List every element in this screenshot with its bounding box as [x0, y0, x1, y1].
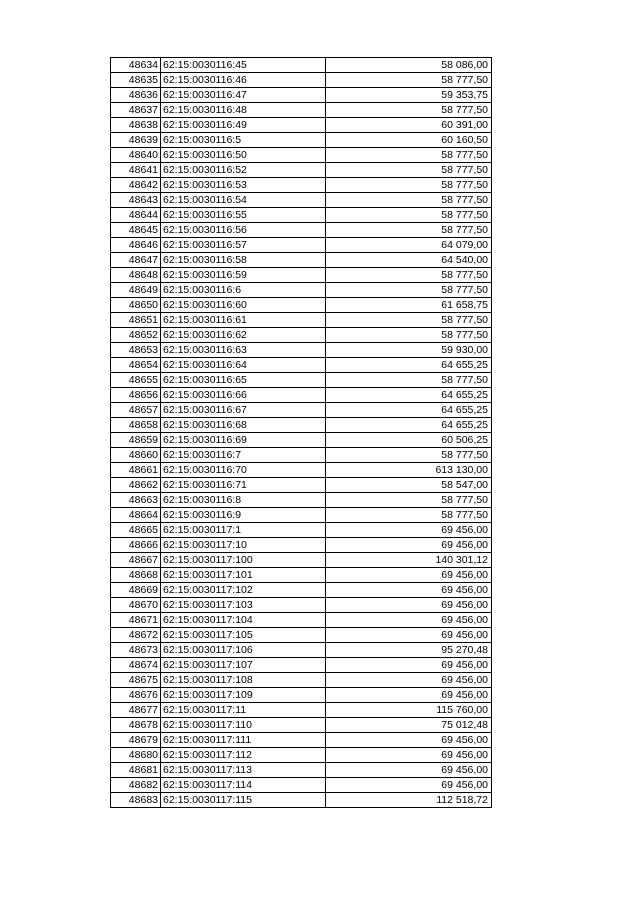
table-row [111, 223, 492, 238]
cadastral-number-cell: 62:15:0030116:67 [161, 403, 326, 418]
value-cell: 69 456,00 [326, 583, 492, 598]
value-cell: 69 456,00 [326, 598, 492, 613]
table-row [111, 118, 492, 133]
row-id-cell: 48638 [111, 118, 161, 133]
row-id-cell: 48643 [111, 193, 161, 208]
row-id-cell: 48671 [111, 613, 161, 628]
value-cell: 58 777,50 [326, 283, 492, 298]
table-row [111, 628, 492, 643]
value-cell: 60 160,50 [326, 133, 492, 148]
row-id-cell: 48681 [111, 763, 161, 778]
cadastral-number-cell: 62:15:0030116:69 [161, 433, 326, 448]
row-id-cell: 48664 [111, 508, 161, 523]
row-id-cell: 48635 [111, 73, 161, 88]
table-row [111, 403, 492, 418]
row-id-cell: 48666 [111, 538, 161, 553]
cadastral-number-cell: 62:15:0030117:106 [161, 643, 326, 658]
row-id-cell: 48679 [111, 733, 161, 748]
row-id-cell: 48652 [111, 328, 161, 343]
cadastral-number-cell: 62:15:0030117:11 [161, 703, 326, 718]
cadastral-number-cell: 62:15:0030116:62 [161, 328, 326, 343]
table-row [111, 343, 492, 358]
cadastral-number-cell: 62:15:0030116:56 [161, 223, 326, 238]
table-row [111, 283, 492, 298]
cadastral-number-cell: 62:15:0030117:1 [161, 523, 326, 538]
value-cell: 58 777,50 [326, 223, 492, 238]
row-id-cell: 48648 [111, 268, 161, 283]
row-id-cell: 48680 [111, 748, 161, 763]
value-cell: 64 655,25 [326, 388, 492, 403]
table-row [111, 448, 492, 463]
row-id-cell: 48675 [111, 673, 161, 688]
table-row [111, 583, 492, 598]
row-id-cell: 48645 [111, 223, 161, 238]
row-id-cell: 48672 [111, 628, 161, 643]
cadastral-number-cell: 62:15:0030117:101 [161, 568, 326, 583]
row-id-cell: 48650 [111, 298, 161, 313]
cadastral-number-cell: 62:15:0030116:64 [161, 358, 326, 373]
value-cell: 58 777,50 [326, 373, 492, 388]
value-cell: 69 456,00 [326, 523, 492, 538]
value-cell: 69 456,00 [326, 748, 492, 763]
row-id-cell: 48665 [111, 523, 161, 538]
row-id-cell: 48668 [111, 568, 161, 583]
row-id-cell: 48642 [111, 178, 161, 193]
value-cell: 58 777,50 [326, 313, 492, 328]
value-cell: 64 655,25 [326, 358, 492, 373]
table-row [111, 778, 492, 793]
row-id-cell: 48667 [111, 553, 161, 568]
table-row [111, 238, 492, 253]
table-row [111, 463, 492, 478]
table-row [111, 313, 492, 328]
row-id-cell: 48662 [111, 478, 161, 493]
row-id-cell: 48641 [111, 163, 161, 178]
table-row [111, 688, 492, 703]
cadastral-number-cell: 62:15:0030116:49 [161, 118, 326, 133]
value-cell: 69 456,00 [326, 733, 492, 748]
value-cell: 95 270,48 [326, 643, 492, 658]
cadastral-number-cell: 62:15:0030116:70 [161, 463, 326, 478]
table-row [111, 493, 492, 508]
table-row [111, 508, 492, 523]
table-row [111, 598, 492, 613]
value-cell: 58 777,50 [326, 193, 492, 208]
row-id-cell: 48683 [111, 793, 161, 808]
value-cell: 64 079,00 [326, 238, 492, 253]
cadastral-number-cell: 62:15:0030117:103 [161, 598, 326, 613]
table-row [111, 208, 492, 223]
row-id-cell: 48640 [111, 148, 161, 163]
cadastral-number-cell: 62:15:0030116:57 [161, 238, 326, 253]
cadastral-number-cell: 62:15:0030117:111 [161, 733, 326, 748]
cadastral-number-cell: 62:15:0030116:5 [161, 133, 326, 148]
cadastral-number-cell: 62:15:0030117:109 [161, 688, 326, 703]
row-id-cell: 48653 [111, 343, 161, 358]
row-id-cell: 48647 [111, 253, 161, 268]
cadastral-number-cell: 62:15:0030116:60 [161, 298, 326, 313]
value-cell: 115 760,00 [326, 703, 492, 718]
cadastral-number-cell: 62:15:0030116:8 [161, 493, 326, 508]
table-body [111, 58, 492, 808]
cadastral-number-cell: 62:15:0030117:10 [161, 538, 326, 553]
cadastral-number-cell: 62:15:0030116:71 [161, 478, 326, 493]
table-row [111, 733, 492, 748]
value-cell: 112 518,72 [326, 793, 492, 808]
table-row [111, 58, 492, 73]
table-row [111, 148, 492, 163]
cadastral-number-cell: 62:15:0030117:112 [161, 748, 326, 763]
value-cell: 58 777,50 [326, 178, 492, 193]
cadastral-number-cell: 62:15:0030116:59 [161, 268, 326, 283]
value-cell: 58 547,00 [326, 478, 492, 493]
row-id-cell: 48637 [111, 103, 161, 118]
value-cell: 59 930,00 [326, 343, 492, 358]
value-cell: 58 777,50 [326, 148, 492, 163]
cadastral-number-cell: 62:15:0030116:52 [161, 163, 326, 178]
table-row [111, 178, 492, 193]
cadastral-number-cell: 62:15:0030116:9 [161, 508, 326, 523]
cadastral-number-cell: 62:15:0030117:108 [161, 673, 326, 688]
table-row [111, 553, 492, 568]
row-id-cell: 48658 [111, 418, 161, 433]
row-id-cell: 48670 [111, 598, 161, 613]
value-cell: 58 777,50 [326, 73, 492, 88]
table-row [111, 658, 492, 673]
value-cell: 69 456,00 [326, 778, 492, 793]
value-cell: 58 777,50 [326, 163, 492, 178]
row-id-cell: 48663 [111, 493, 161, 508]
table-row [111, 568, 492, 583]
row-id-cell: 48674 [111, 658, 161, 673]
row-id-cell: 48659 [111, 433, 161, 448]
value-cell: 58 086,00 [326, 58, 492, 73]
value-cell: 69 456,00 [326, 658, 492, 673]
cadastral-number-cell: 62:15:0030117:107 [161, 658, 326, 673]
value-cell: 58 777,50 [326, 208, 492, 223]
value-cell: 64 540,00 [326, 253, 492, 268]
table-row [111, 673, 492, 688]
table-row [111, 643, 492, 658]
value-cell: 69 456,00 [326, 688, 492, 703]
cadastral-number-cell: 62:15:0030116:61 [161, 313, 326, 328]
cadastral-number-cell: 62:15:0030116:45 [161, 58, 326, 73]
value-cell: 58 777,50 [326, 493, 492, 508]
table-row [111, 748, 492, 763]
value-cell: 61 658,75 [326, 298, 492, 313]
cadastral-number-cell: 62:15:0030117:102 [161, 583, 326, 598]
row-id-cell: 48636 [111, 88, 161, 103]
value-cell: 69 456,00 [326, 613, 492, 628]
value-cell: 58 777,50 [326, 328, 492, 343]
table-row [111, 478, 492, 493]
cadastral-number-cell: 62:15:0030116:55 [161, 208, 326, 223]
cadastral-number-cell: 62:15:0030116:58 [161, 253, 326, 268]
value-cell: 69 456,00 [326, 538, 492, 553]
cadastral-number-cell: 62:15:0030116:54 [161, 193, 326, 208]
row-id-cell: 48678 [111, 718, 161, 733]
cadastral-number-cell: 62:15:0030117:100 [161, 553, 326, 568]
table-row [111, 718, 492, 733]
value-cell: 69 456,00 [326, 673, 492, 688]
table-row [111, 253, 492, 268]
cadastral-number-cell: 62:15:0030117:110 [161, 718, 326, 733]
cadastral-number-cell: 62:15:0030116:7 [161, 448, 326, 463]
table-row [111, 328, 492, 343]
table-row [111, 523, 492, 538]
table-row [111, 163, 492, 178]
value-cell: 58 777,50 [326, 268, 492, 283]
table-row [111, 298, 492, 313]
value-cell: 60 506,25 [326, 433, 492, 448]
table-row [111, 703, 492, 718]
row-id-cell: 48677 [111, 703, 161, 718]
value-cell: 59 353,75 [326, 88, 492, 103]
value-cell: 64 655,25 [326, 418, 492, 433]
table-row [111, 73, 492, 88]
table-row [111, 193, 492, 208]
cadastral-value-table [110, 57, 492, 808]
row-id-cell: 48660 [111, 448, 161, 463]
table-row [111, 103, 492, 118]
value-cell: 64 655,25 [326, 403, 492, 418]
table-row [111, 133, 492, 148]
row-id-cell: 48673 [111, 643, 161, 658]
value-cell: 140 301,12 [326, 553, 492, 568]
table-row [111, 373, 492, 388]
table-row [111, 433, 492, 448]
row-id-cell: 48661 [111, 463, 161, 478]
row-id-cell: 48669 [111, 583, 161, 598]
cadastral-number-cell: 62:15:0030116:68 [161, 418, 326, 433]
cadastral-number-cell: 62:15:0030117:105 [161, 628, 326, 643]
cadastral-number-cell: 62:15:0030116:6 [161, 283, 326, 298]
cadastral-number-cell: 62:15:0030116:48 [161, 103, 326, 118]
cadastral-number-cell: 62:15:0030116:46 [161, 73, 326, 88]
cadastral-number-cell: 62:15:0030117:113 [161, 763, 326, 778]
table-row [111, 793, 492, 808]
row-id-cell: 48676 [111, 688, 161, 703]
value-cell: 58 777,50 [326, 103, 492, 118]
value-cell: 69 456,00 [326, 628, 492, 643]
table-row [111, 763, 492, 778]
value-cell: 60 391,00 [326, 118, 492, 133]
row-id-cell: 48634 [111, 58, 161, 73]
row-id-cell: 48655 [111, 373, 161, 388]
value-cell: 58 777,50 [326, 448, 492, 463]
cadastral-number-cell: 62:15:0030116:66 [161, 388, 326, 403]
value-cell: 613 130,00 [326, 463, 492, 478]
cadastral-number-cell: 62:15:0030116:50 [161, 148, 326, 163]
value-cell: 69 456,00 [326, 568, 492, 583]
value-cell: 69 456,00 [326, 763, 492, 778]
row-id-cell: 48656 [111, 388, 161, 403]
table-row [111, 88, 492, 103]
table-row [111, 538, 492, 553]
row-id-cell: 48682 [111, 778, 161, 793]
row-id-cell: 48644 [111, 208, 161, 223]
table-row [111, 268, 492, 283]
table-row [111, 418, 492, 433]
value-cell: 75 012,48 [326, 718, 492, 733]
cadastral-number-cell: 62:15:0030116:47 [161, 88, 326, 103]
cadastral-number-cell: 62:15:0030116:65 [161, 373, 326, 388]
table-row [111, 358, 492, 373]
cadastral-number-cell: 62:15:0030116:53 [161, 178, 326, 193]
table-row [111, 388, 492, 403]
cadastral-number-cell: 62:15:0030117:104 [161, 613, 326, 628]
row-id-cell: 48646 [111, 238, 161, 253]
cadastral-number-cell: 62:15:0030116:63 [161, 343, 326, 358]
table-row [111, 613, 492, 628]
cadastral-number-cell: 62:15:0030117:115 [161, 793, 326, 808]
value-cell: 58 777,50 [326, 508, 492, 523]
row-id-cell: 48651 [111, 313, 161, 328]
row-id-cell: 48639 [111, 133, 161, 148]
row-id-cell: 48649 [111, 283, 161, 298]
row-id-cell: 48654 [111, 358, 161, 373]
cadastral-number-cell: 62:15:0030117:114 [161, 778, 326, 793]
row-id-cell: 48657 [111, 403, 161, 418]
